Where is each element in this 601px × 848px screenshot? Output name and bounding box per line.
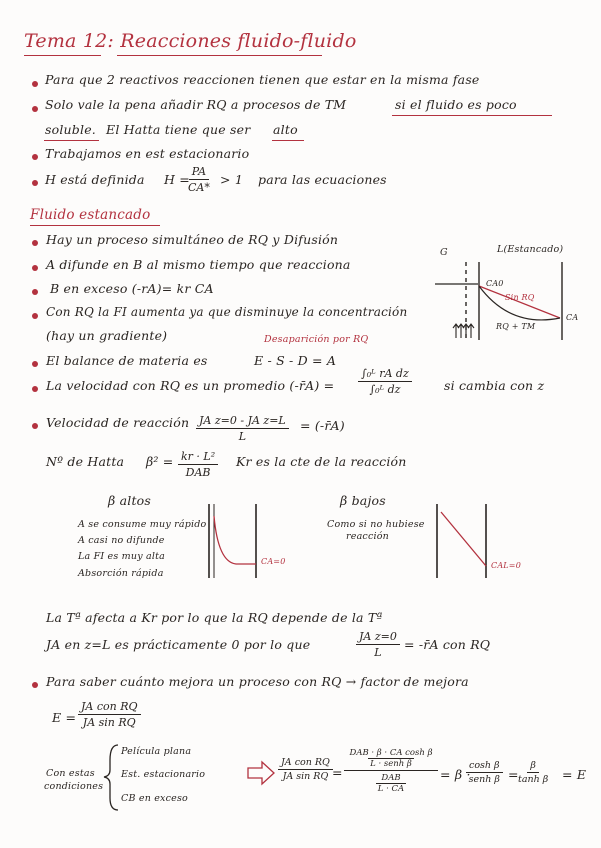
temp-line-2b: = -r̄A con RQ bbox=[404, 637, 491, 652]
final-frac-3 bbox=[466, 760, 503, 785]
vr-den: L bbox=[238, 430, 247, 443]
ja-num: JA z=0 bbox=[356, 630, 400, 645]
factor-num: JA con RQ bbox=[78, 700, 141, 715]
hatta-den: DAB bbox=[185, 466, 211, 479]
stagnant-line-5: (hay un gradiente) bbox=[46, 328, 168, 343]
factor-line: Para saber cuánto mejora un proceso con RQ → factor de mejora bbox=[46, 674, 469, 689]
final-f2-den-bot: L · CA bbox=[377, 784, 405, 794]
condition-2: Est. estacionario bbox=[121, 769, 206, 780]
diagram-g-label: G bbox=[440, 247, 448, 258]
stagnant-line-7: La velocidad con RQ es un promedio (-r̄A) = bbox=[46, 378, 335, 393]
beta-high-line-3: La FI es muy alta bbox=[78, 551, 165, 562]
final-f3-den: senh β bbox=[468, 774, 500, 785]
h-num: PA bbox=[189, 165, 209, 180]
vp-den: ∫₀ᴸ dz bbox=[369, 383, 401, 396]
title-prefix: Tema 12: bbox=[24, 30, 121, 52]
diagram-l-label: L(Estancado) bbox=[497, 244, 564, 255]
beta-high-title: β altos bbox=[108, 493, 152, 508]
final-frac-1 bbox=[278, 757, 333, 782]
final-f2-den-top: DAB bbox=[381, 773, 401, 783]
temp-line-1: La Tª afecta a Kr por lo que la RQ depende de la Tª bbox=[46, 610, 383, 625]
intro-line-3b: El Hatta tiene que ser bbox=[106, 122, 251, 137]
final-frac-2 bbox=[344, 748, 438, 794]
beta-high-line-1: A se consume muy rápido bbox=[78, 519, 207, 530]
final-eq1: = β · bbox=[440, 767, 471, 782]
h-den: CA* bbox=[188, 181, 210, 194]
beta-high-line-2: A casi no difunde bbox=[78, 535, 165, 546]
vp-num: ∫₀ᴸ rA dz bbox=[358, 367, 412, 382]
stagnant-line-4: Con RQ la FI aumenta ya que disminuye la concentración bbox=[46, 305, 408, 319]
condition-3: CB en exceso bbox=[121, 793, 188, 804]
conditions-label-1: Con estas bbox=[46, 768, 95, 779]
intro-line-1: Para que 2 reactivos reaccionen tienen que estar en la misma fase bbox=[45, 72, 480, 87]
final-f1-den: JA sin RQ bbox=[282, 771, 329, 782]
stagnant-line-1: Hay un proceso simultáneo de RQ y Difusión bbox=[46, 232, 339, 247]
hatta-num: kr · L² bbox=[178, 450, 218, 465]
final-eq2: = bbox=[508, 767, 519, 782]
final-f4-den: tanh β bbox=[518, 774, 549, 785]
beta-low-title: β bajos bbox=[340, 493, 386, 508]
final-f2-num-top: DAB · β · CA cosh β bbox=[349, 748, 433, 758]
intro-line-2b: si el fluido es poco bbox=[395, 97, 517, 112]
intro-line-3a: soluble. bbox=[45, 122, 96, 137]
beta-low-line-2: reacción bbox=[346, 531, 389, 542]
final-f1-num: JA con RQ bbox=[278, 757, 333, 770]
final-f3-num: cosh β bbox=[466, 760, 503, 773]
final-f2-num-bot: L · senh β bbox=[370, 759, 412, 769]
intro-line-5b: para las ecuaciones bbox=[258, 172, 387, 187]
vr-num: JA z=0 - JA z=L bbox=[196, 414, 289, 429]
stagnant-line-3: B en exceso (-rA)= kr CA bbox=[50, 281, 214, 296]
stagnant-line-6: El balance de materia es bbox=[46, 353, 208, 368]
h-lhs: H = bbox=[164, 172, 190, 187]
beta-low-line-1: Como si no hubiese bbox=[327, 519, 425, 530]
final-frac-4 bbox=[518, 760, 548, 785]
intro-line-3c: alto bbox=[273, 122, 298, 137]
stagnant-line-7b: si cambia con z bbox=[444, 378, 545, 393]
diagram-ca-end: CA bbox=[566, 313, 579, 322]
final-eq3: = E bbox=[562, 767, 587, 782]
beta-low-end: CAL=0 bbox=[491, 561, 522, 570]
title-main: Reacciones fluido-fluido bbox=[120, 30, 357, 52]
conditions-label-2: condiciones bbox=[44, 781, 104, 792]
beta-high-line-4: Absorción rápida bbox=[78, 568, 164, 579]
temp-line-2: JA en z=L es prácticamente 0 por lo que bbox=[46, 637, 311, 652]
ja-den: L bbox=[374, 646, 382, 659]
diagram-rq-tm: RQ + TM bbox=[496, 322, 536, 331]
hatta-lhs: β² = bbox=[146, 454, 174, 469]
final-f2-main-bar bbox=[344, 770, 438, 772]
diagram-ca0: CA0 bbox=[486, 279, 504, 288]
stagnant-line-8: Velocidad de reacción bbox=[46, 415, 190, 430]
h-rhs: > 1 bbox=[220, 172, 243, 187]
intro-line-5: H está definida bbox=[45, 172, 145, 187]
intro-line-4: Trabajamos en est estacionario bbox=[45, 146, 250, 161]
balance-eq: E - S - D = A bbox=[254, 353, 337, 368]
desaparicion-note: Desaparición por RQ bbox=[264, 334, 369, 345]
stagnant-line-2: A difunde en B al mismo tiempo que reacciona bbox=[46, 257, 351, 272]
hatta-label: Nº de Hatta bbox=[46, 454, 125, 469]
factor-den: JA sin RQ bbox=[82, 716, 136, 729]
diagram-sin-rq: Sin RQ bbox=[505, 293, 535, 302]
intro-line-2: Solo vale la pena añadir RQ a procesos de TM bbox=[45, 97, 347, 112]
factor-lhs: E = bbox=[52, 710, 77, 725]
hatta-note: Kr es la cte de la reacción bbox=[236, 454, 407, 469]
beta-high-end: CA=0 bbox=[261, 557, 286, 566]
section-title: Fluido estancado bbox=[30, 207, 151, 223]
vr-rhs: = (-r̄A) bbox=[300, 418, 345, 433]
final-eq0: = bbox=[332, 765, 343, 780]
final-f4-num: β bbox=[527, 760, 539, 773]
condition-1: Película plana bbox=[121, 746, 192, 757]
